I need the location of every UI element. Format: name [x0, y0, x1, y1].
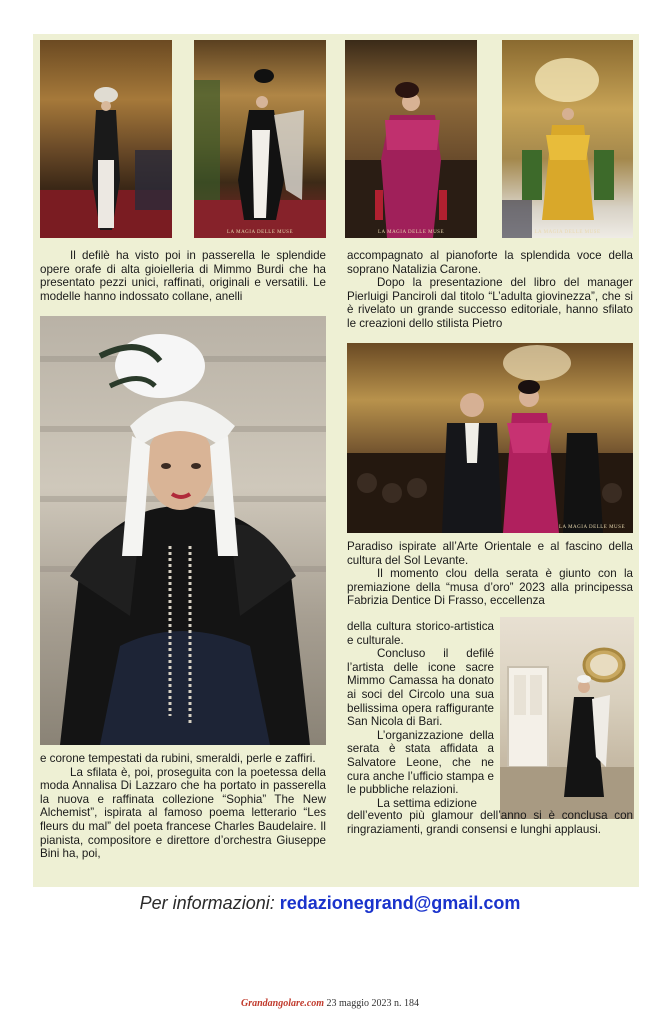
footer-issue: 23 maggio 2023 n. 184	[326, 998, 420, 1009]
paragraph: Dopo la presentazione del libro del manager Pierluigi Panciroli dal titolo “L’adulta giovinezza”, che si è rivelato un grande successo editoriale, hanno sfilato le creazioni dello stilista Pietro	[347, 276, 633, 330]
runway-scene-1	[40, 40, 172, 238]
paragraph: e corone tempestati da rubini, smeraldi, perle e zaffiri.	[40, 752, 316, 765]
article-col2-bottom	[347, 809, 633, 836]
runway-scene-3	[345, 40, 477, 238]
portrait-scene	[40, 316, 326, 745]
photo-runway-model-1	[40, 40, 172, 238]
photo-caption: LA MAGIA DELLE MUSE	[226, 230, 294, 235]
runway-scene-4	[502, 40, 633, 238]
footer-site-name[interactable]: Grandangolare.com	[240, 998, 325, 1009]
paragraph: Il momento clou della serata è giunto con la premiazione della “musa d’oro” 2023 alla principessa Fabrizia Dentice Di Frasso, eccellenza	[347, 567, 633, 608]
paragraph: della cultura storico-artistica e culturale.	[347, 620, 494, 647]
runway-scene-2	[194, 40, 326, 238]
photo-runway-model-4	[502, 40, 633, 238]
paragraph: La sfilata è, poi, proseguita con la poetessa della moda Annalisa Di Lazzaro che ha portato in passerella la nuova e raffinata collezione “Sophia” The New Alchemist”, ispirata al famoso poema letterario “Les fleurs du mal” del poeta francese Charles Baudelaire. Il pianista, compositore e direttore d’orchestra Giuseppe Bini ha, poi,	[40, 765, 326, 861]
paragraph: Paradiso ispirate all’Arte Orientale e al fascino della cultura del Sol Levante.	[347, 540, 633, 567]
contact-line	[0, 892, 660, 914]
photo-runway-model-3	[345, 40, 477, 238]
article-col2-narrow	[347, 620, 494, 810]
photo-caption: LA MAGIA DELLE MUSE	[558, 525, 625, 530]
interior-scene	[500, 617, 634, 819]
article-col2-mid	[347, 540, 633, 608]
paragraph: Il defilè ha visto poi in passerella le splendide opere orafe di alta gioielleria di Mimmo Burdi che ha presentato pezzi unici, raffinati, originali e versatili. Le modelle hanno indossato collane, anelli	[40, 249, 326, 303]
paragraph: L’organizzazione della serata è stata affidata a Salvatore Leone, che ne cura anche l’ufficio stampa e le pubbliche relazioni.	[347, 728, 494, 797]
photo-model-portrait-feather-hat	[40, 316, 326, 745]
page-footer	[0, 998, 660, 1009]
photo-runway-model-2	[194, 40, 326, 238]
paragraph: Concluso il defilé l’artista delle icone sacre Mimmo Camassa ha donato ai soci del Circolo una sua bellissima opera raffigurante San Nicola di Bari.	[347, 647, 494, 729]
paragraph: La settima edizione	[377, 796, 477, 810]
article-col1-top	[40, 249, 326, 303]
paragraph: accompagnato al pianoforte la splendida voce della soprano Natalizia Carone.	[347, 249, 633, 276]
paragraph: dell’evento più glamour dell’anno si è conclusa con ringraziamenti, grandi consensi e lunghi applausi.	[347, 809, 633, 836]
article-col2-top	[347, 249, 633, 331]
photo-stage-couple	[347, 343, 633, 533]
photo-model-interior	[500, 617, 634, 819]
photo-caption: LA MAGIA DELLE MUSE	[377, 230, 445, 235]
article-col1-bottom	[40, 752, 326, 861]
contact-email-link[interactable]: redazionegrand@gmail.com	[279, 893, 521, 913]
contact-label: Per informazioni:	[139, 893, 275, 913]
stage-scene	[347, 343, 633, 533]
photo-caption: LA MAGIA DELLE MUSE	[534, 230, 601, 235]
